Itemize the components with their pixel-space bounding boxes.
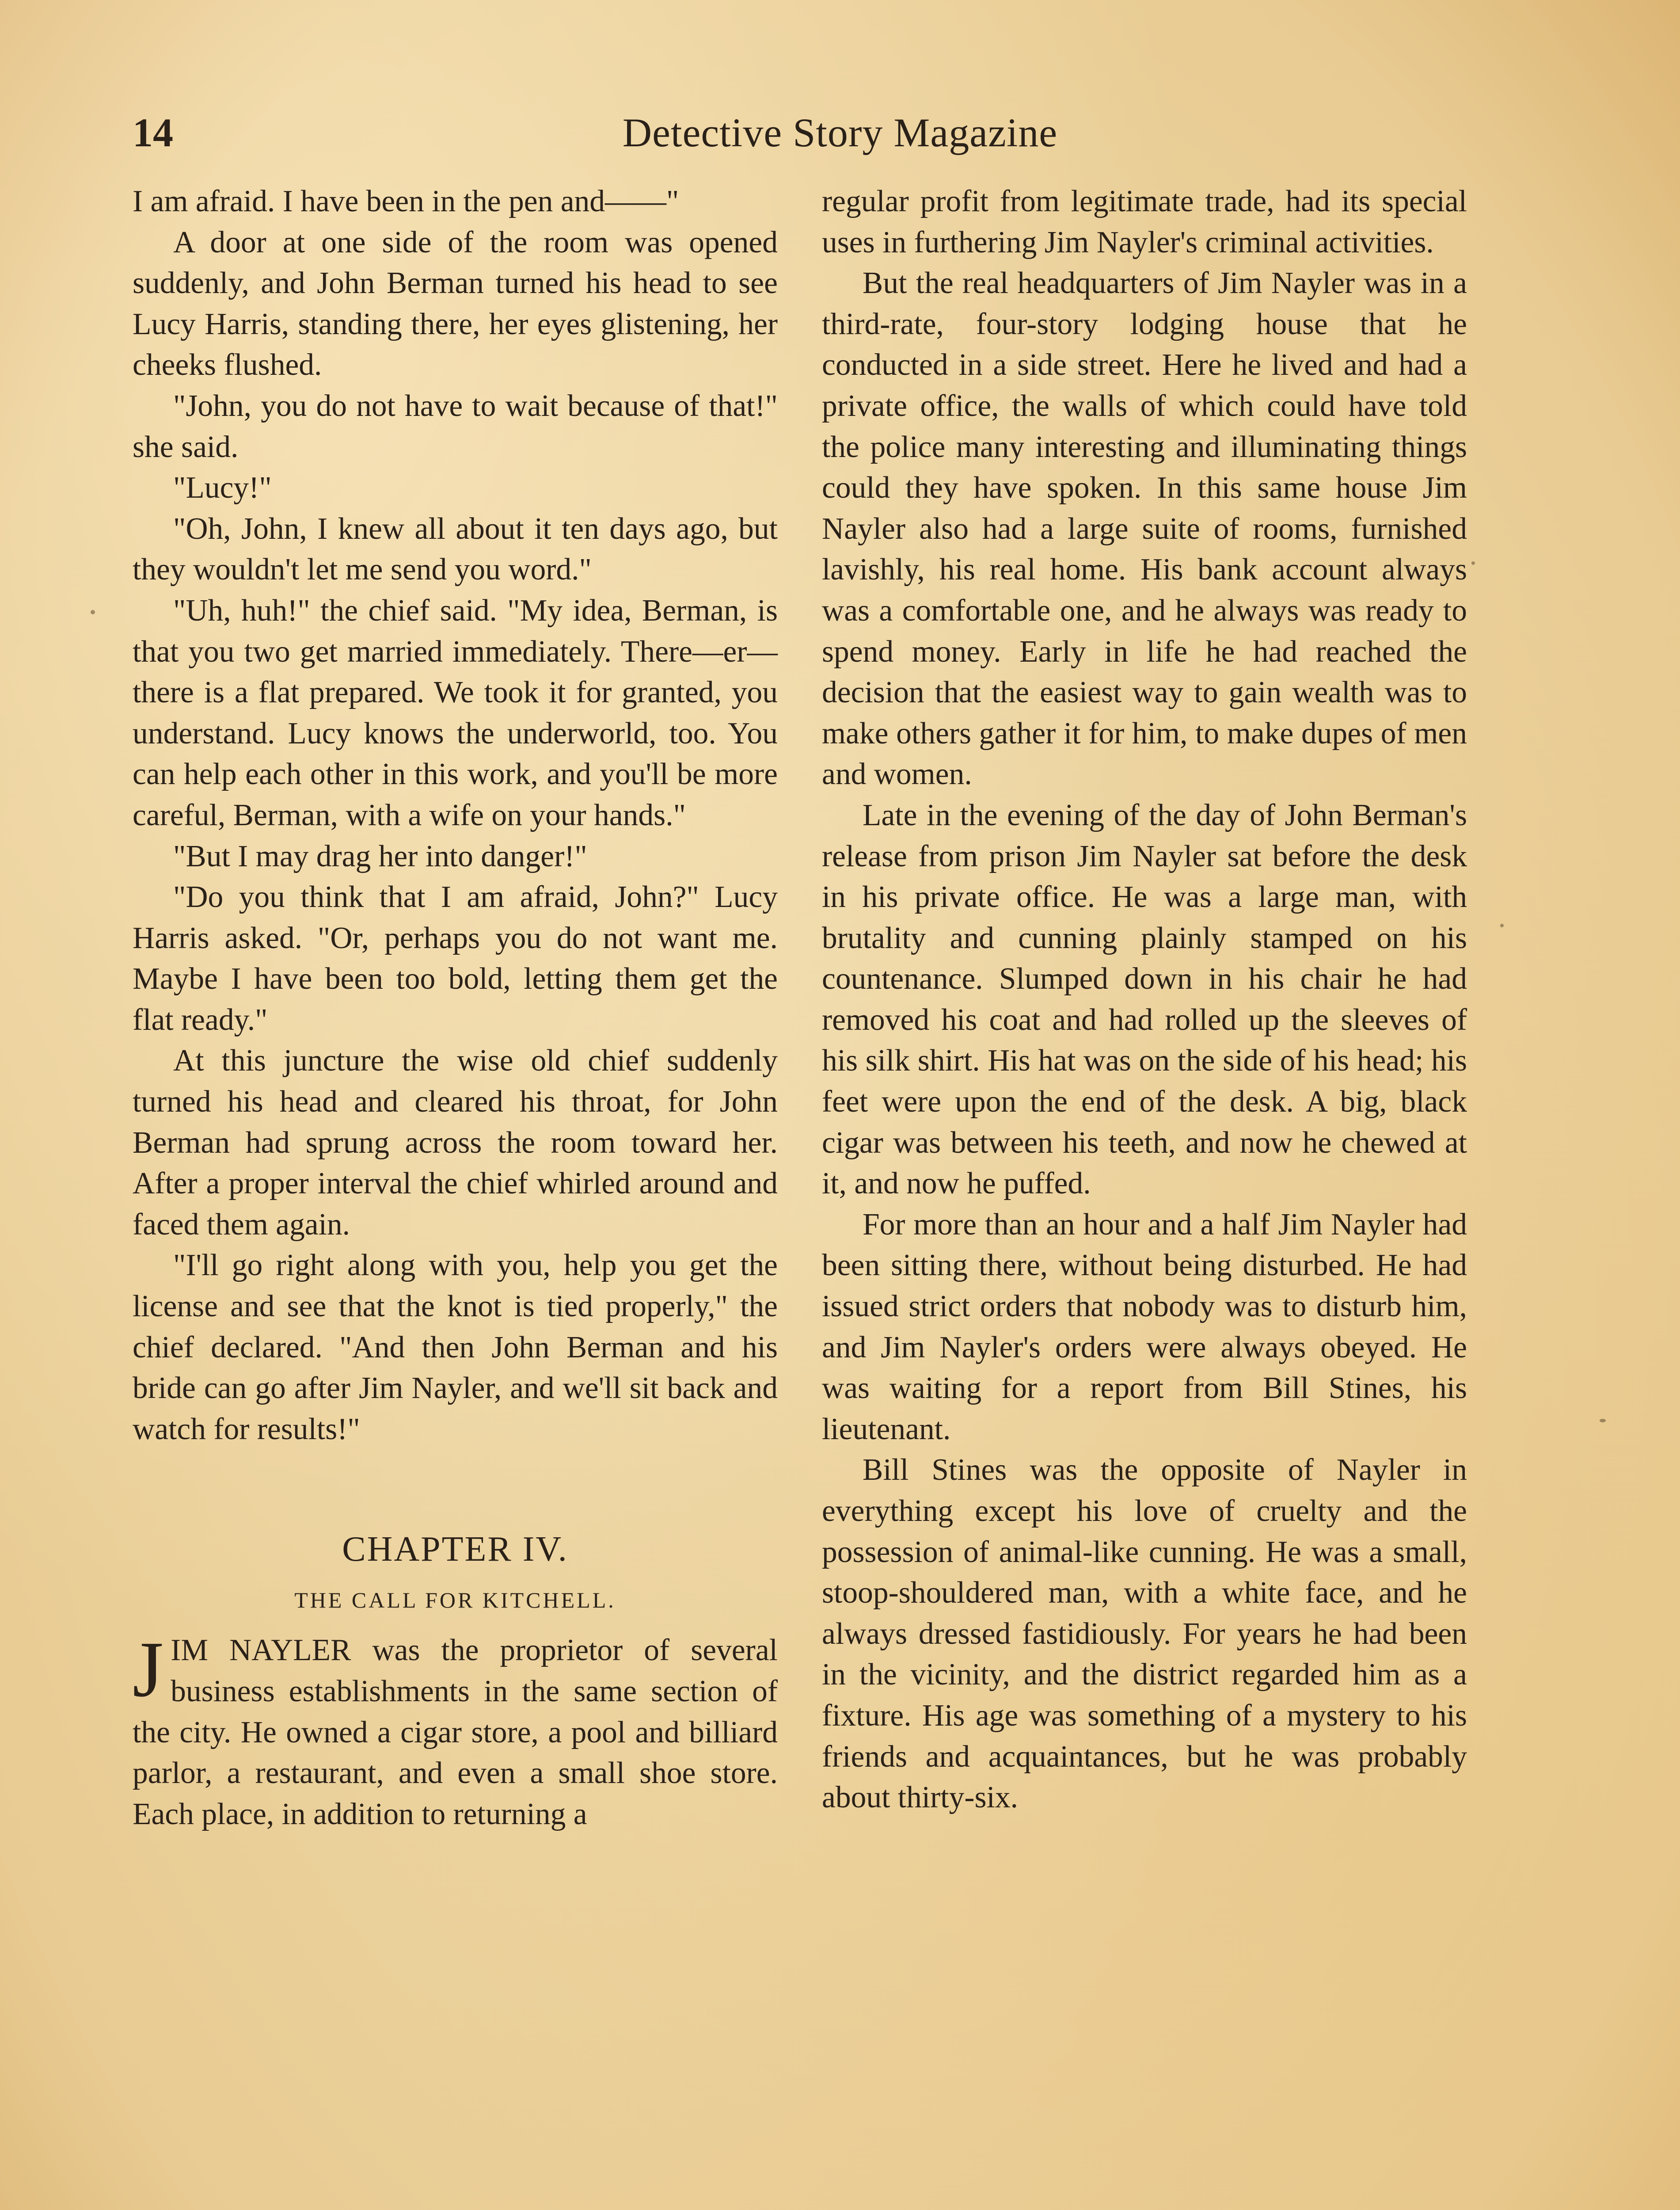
paragraph: A door at one side of the room was opened suddenly, and John Berman turned his head to see Lucy Harris, standing there, her eyes glistening, her cheeks flushed. [133,225,778,382]
drop-cap: J [133,1625,164,1714]
chapter-opening-text: IM NAYLER was the proprietor of several business establishments in the same section of the city. He owned a cigar store, a pool and billiard parlor, a restaurant, and even a small shoe store. Each place, in addition to returning a [133,1633,778,1831]
paragraph: For more than an hour and a half Jim Nayler had been sitting there, without being disturbed. He had issued strict orders that nobody was to disturb him, and Jim Nayler's orders were always obeyed. He was waiting for a report from Bill Stines, his lieutenant. [822,1207,1467,1446]
paragraph: At this juncture the wise old chief suddenly turned his head and cleared his throat, for John Berman had sprung across the room toward her. After a proper interval the chief whirled around and faced them again. [133,1044,778,1242]
chapter-opening-paragraph [133,1625,778,1835]
paper-speck [1471,561,1475,565]
running-title: Detective Story Magazine [622,110,1058,155]
chapter-heading: CHAPTER IV. [342,1530,568,1569]
paragraph: "Do you think that I am afraid, John?" Lucy Harris asked. "Or, perhaps you do not want me. Maybe I have been too bold, letting them get the flat ready." [133,880,778,1037]
paragraph: I am afraid. I have been in the pen and——" [133,184,679,218]
chapter-subtitle: THE CALL FOR KITCHELL. [294,1588,616,1613]
page-number: 14 [133,110,173,155]
paragraph: "Uh, huh!" the chief said. "My idea, Berman, is that you two get married immediately. There—er—there is a flat prepared. We took it for granted, you understand. Lucy knows the underworld, too. You can help each other in this work, and you'll be more careful, Berman, with a wife on your hands." [133,593,778,832]
paper-speck [91,610,95,614]
paragraph: But the real headquarters of Jim Nayler was in a third-rate, four-story lodging house that he conducted in a side street. Here he lived and had a private office, the walls of which could have told the police many interesting and illuminating things could they have spoken. In this same house Jim Nayler also had a large suite of rooms, furnished lavishly, his real home. His bank account always was a comfortable one, and he always was ready to spend money. Early in life he had reached the decision that the easiest way to gain wealth was to make others gather it for him, to make dupes of men and women. [822,266,1467,792]
page-header [0,97,1680,168]
paragraph: "But I may drag her into danger!" [173,839,587,873]
left-column [133,181,778,1835]
paragraph: Late in the evening of the day of John Berman's release from prison Jim Nayler sat before the desk in his private office. He was a large man, with brutality and cunning plainly stamped on his countenance. Slumped down in his chair he had removed his coat and had rolled up the sleeves of his silk shirt. His hat was on the side of his head; his feet were upon the end of the desk. A big, black cigar was between his teeth, and now he chewed at it, and now he puffed. [822,798,1467,1201]
paper-speck [1600,1419,1606,1422]
paragraph: "John, you do not have to wait because of that!" she said. [133,389,778,464]
right-column [822,181,1467,1818]
paragraph: "Lucy!" [173,471,272,505]
paragraph: "Oh, John, I knew all about it ten days ago, but they wouldn't let me send you word." [133,511,778,587]
paragraph: regular profit from legitimate trade, had its special uses in furthering Jim Nayler's criminal activities. [822,184,1467,259]
paper-speck [1500,924,1504,927]
paragraph: Bill Stines was the opposite of Nayler in everything except his love of cruelty and the possession of animal-like cunning. He was a small, stoop-shouldered man, with a white face, and he always dressed fastidiously. For years he had been in the vicinity, and the district regarded him as a fixture. His age was something of a mystery to his friends and acquaintances, but he was probably about thirty-six. [822,1453,1467,1815]
paragraph: "I'll go right along with you, help you get the license and see that the knot is tied properly," the chief declared. "And then John Berman and his bride can go after Jim Nayler, and we'll sit back and watch for results!" [133,1248,778,1446]
